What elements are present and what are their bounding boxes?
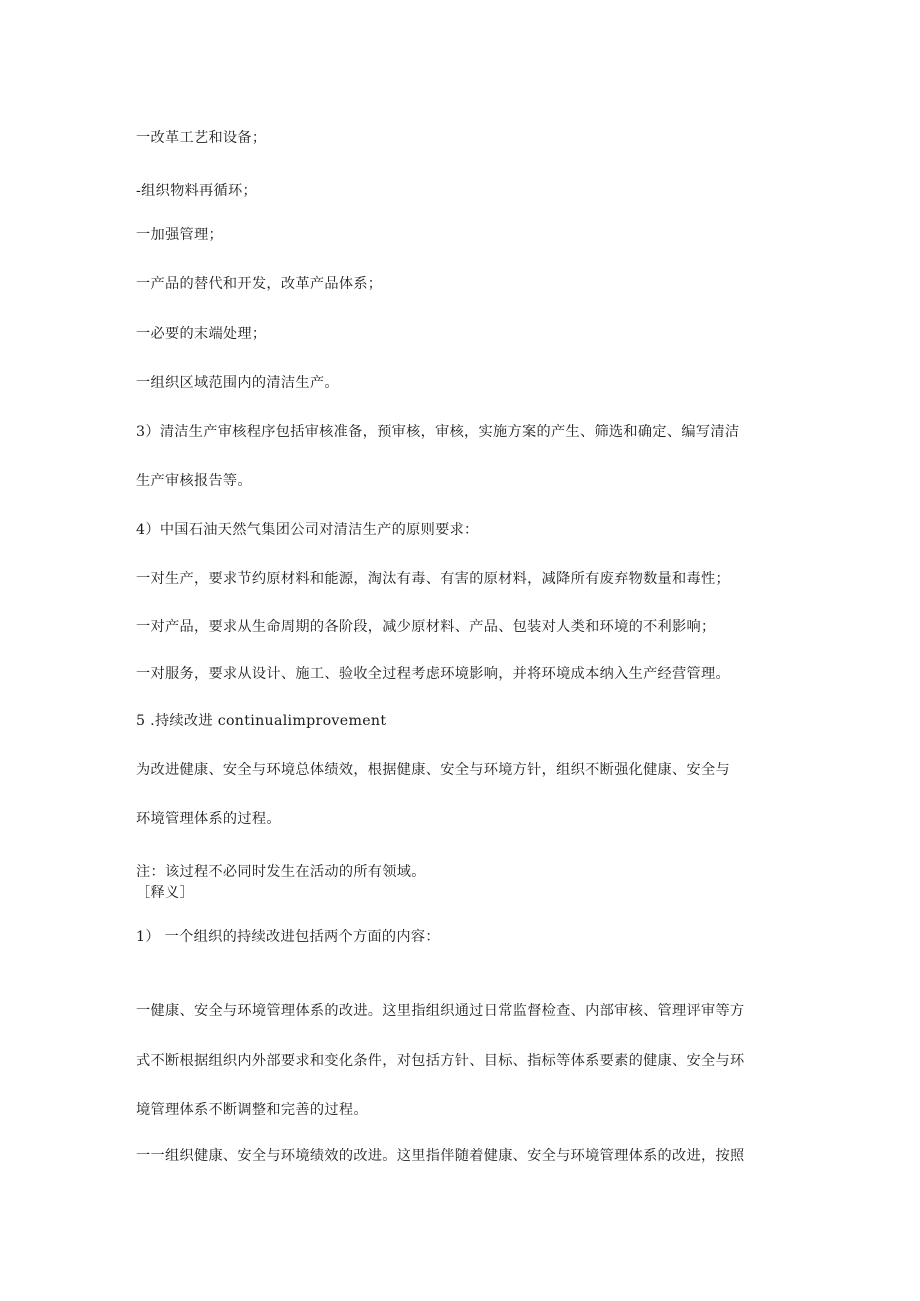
text-line: 1） 一个组织的持续改进包括两个方面的内容： [136, 929, 440, 945]
text-line: 一对服务，要求从设计、施工、验收全过程考虑环境影响，并将环境成本纳入生产经营管理。 [136, 666, 730, 682]
text-line: 一产品的替代和开发，改革产品体系； [136, 276, 383, 292]
text-line: 3）清洁生产审核程序包括审核准备，预审核，审核，实施方案的产生、筛选和确定、编写清洁 [136, 424, 740, 440]
text-line: 一组织区域范围内的清洁生产。 [136, 375, 339, 391]
text-line: -组织物料再循环； [136, 183, 257, 199]
text-line: 一对产品，要求从生命周期的各阶段，减少原材料、产品、包装对人类和环境的不利影响； [136, 619, 716, 635]
text-line: 一加强管理； [136, 227, 223, 243]
section-heading: 5 .持续改进 continualimprovement [136, 713, 387, 729]
text-line: 一健康、安全与环境管理体系的改进。这里指组织通过日常监督检查、内部审核、管理评审等方 [136, 1003, 745, 1019]
text-line: 一改革工艺和设备； [136, 130, 267, 146]
text-line: 一对生产，要求节约原材料和能源，淘汰有毒、有害的原材料，减降所有废弃物数量和毒性； [136, 571, 730, 587]
text-line: 一必要的末端处理； [136, 326, 267, 342]
text-line: 一一组织健康、安全与环境绩效的改进。这里指伴随着健康、安全与环境管理体系的改进，按照 [136, 1148, 745, 1164]
text-line: 式不断根据组织内外部要求和变化条件，对包括方针、目标、指标等体系要素的健康、安全与环 [136, 1053, 745, 1069]
text-line: 生产审核报告等。 [136, 473, 252, 489]
text-line: 为改进健康、安全与环境总体绩效，根据健康、安全与环境方针，组织不断强化健康、安全与 [136, 762, 730, 778]
annotation-heading: ［释义］ [136, 885, 194, 901]
note-line: 注：该过程不必同时发生在活动的所有领域。 [136, 864, 426, 880]
text-line: 境管理体系不断调整和完善的过程。 [136, 1102, 368, 1118]
text-line: 4）中国石油天然气集团公司对清洁生产的原则要求： [136, 522, 479, 538]
text-line: 环境管理体系的过程。 [136, 811, 281, 827]
